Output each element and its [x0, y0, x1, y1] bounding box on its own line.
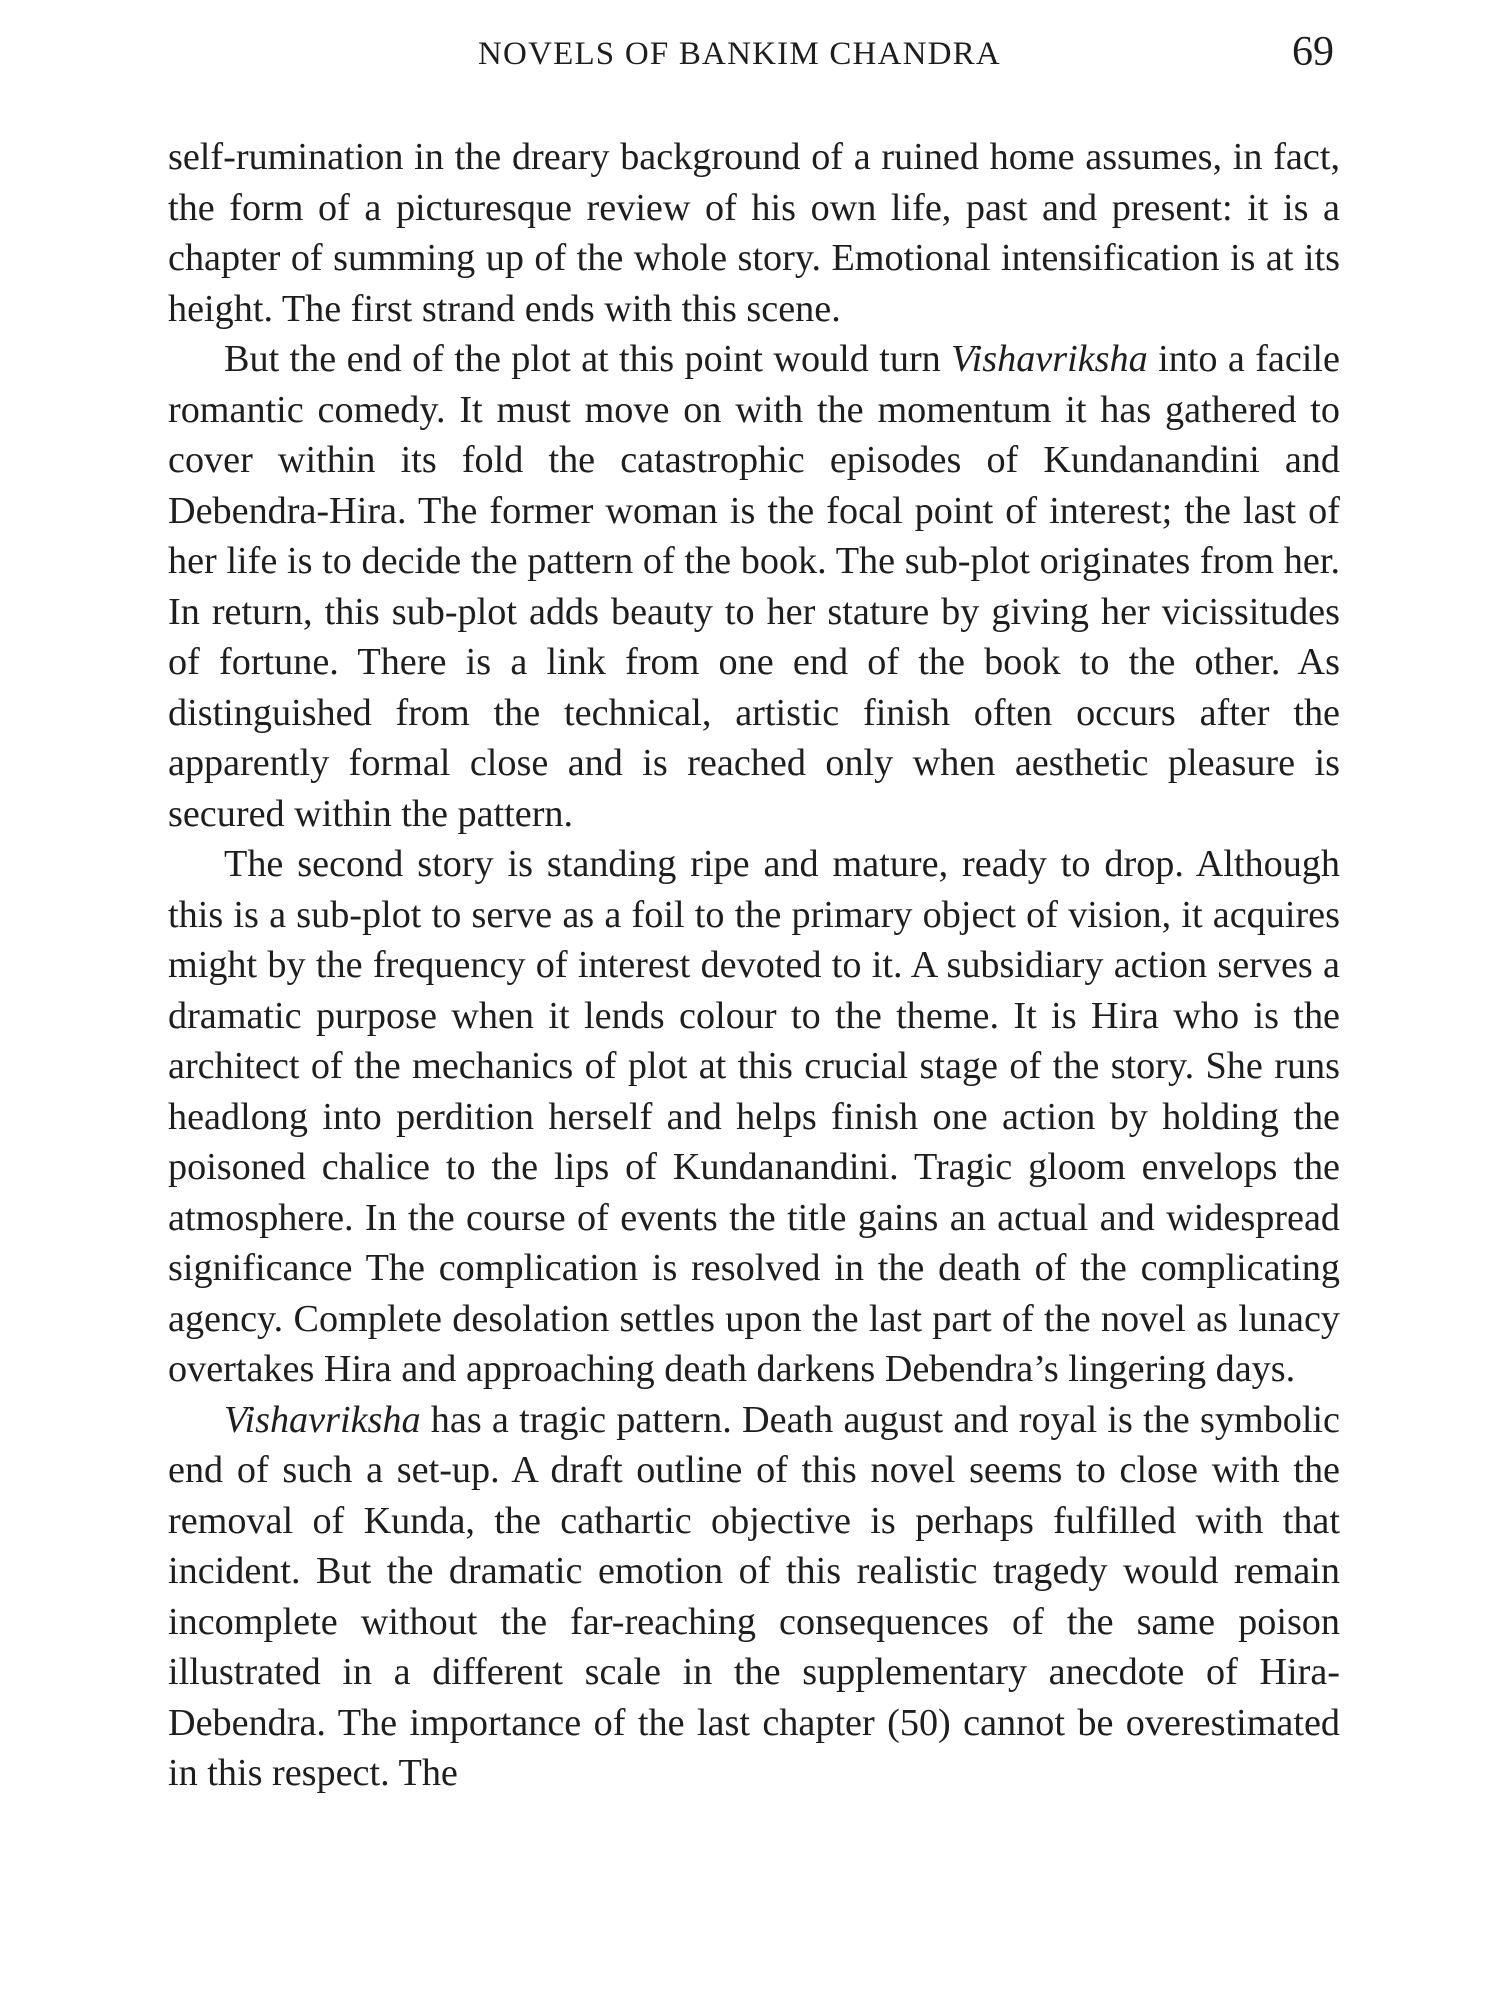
running-header-title: NOVELS OF BANKIM CHANDRA — [478, 36, 1001, 72]
paragraph-2-rest: into a facile romantic comedy. It must move on with the momentum it has gathered to cover within its fold the catastrophic episodes of Kundanandini and Debendra-Hira. The former woman is the focal point of interest; the last of her life is to decide the pattern of the book. The sub-plot originates from her. In return, this sub-plot adds beauty to her stature by giving her vicissitudes of fortune. There is a link from one end of the book to the other. As distinguished from the technical, artistic finish often occurs after the apparently formal close and is reached only when aesthetic pleasure is secured within the pattern. — [168, 338, 1340, 835]
novel-title-italic: Vishavriksha — [951, 338, 1148, 380]
paragraph-2-lead: But the end of the plot at this point would turn — [224, 338, 952, 380]
paragraph-1: self-rumination in the dreary background of a ruined home assumes, in fact, the form of a picturesque review of his own life, past and present: it is a chapter of summing up of the whole story. Emotional intensification is at its height. The first strand ends with this scene. — [168, 136, 1340, 330]
paragraph-3: The second story is standing ripe and mature, ready to drop. Although this is a sub-plot to serve as a foil to the primary object of vision, it acquires might by the frequency of interest devoted to it. A subsidiary action serves a dramatic purpose when it lends colour to the theme. It is Hira who is the architect of the mechanics of plot at this crucial stage of the story. She runs headlong into perdition herself and helps finish one action by holding the poisoned chalice to the lips of Kundanandini. Tragic gloom envelops the atmosphere. In the course of events the title gains an actual and widespread significance The complication is resolved in the death of the complicating agency. Complete desolation settles upon the last part of the novel as lunacy overtakes Hira and approaching death darkens Debendra’s lingering days. — [168, 843, 1340, 1390]
page-number: 69 — [1292, 29, 1334, 75]
paragraph-4-rest: has a tragic pattern. Death august and royal is the symbolic end of such a set-up. A draft outline of this novel seems to close with the removal of Kunda, the cathartic objective is perhaps fulfilled with that incident. But the dramatic emotion of this realistic tragedy would remain incomplete without the far-reaching consequences of the same poison illustrated in a different scale in the supplementary anecdote of Hira-Debendra. The importance of the last chapter (50) cannot be overestimated in this respect. The — [168, 1398, 1340, 1794]
paragraph-4 — [168, 1395, 1340, 1799]
paragraph-2 — [168, 334, 1340, 839]
novel-title-italic: Vishavriksha — [224, 1398, 421, 1441]
page-body — [168, 132, 1340, 1799]
